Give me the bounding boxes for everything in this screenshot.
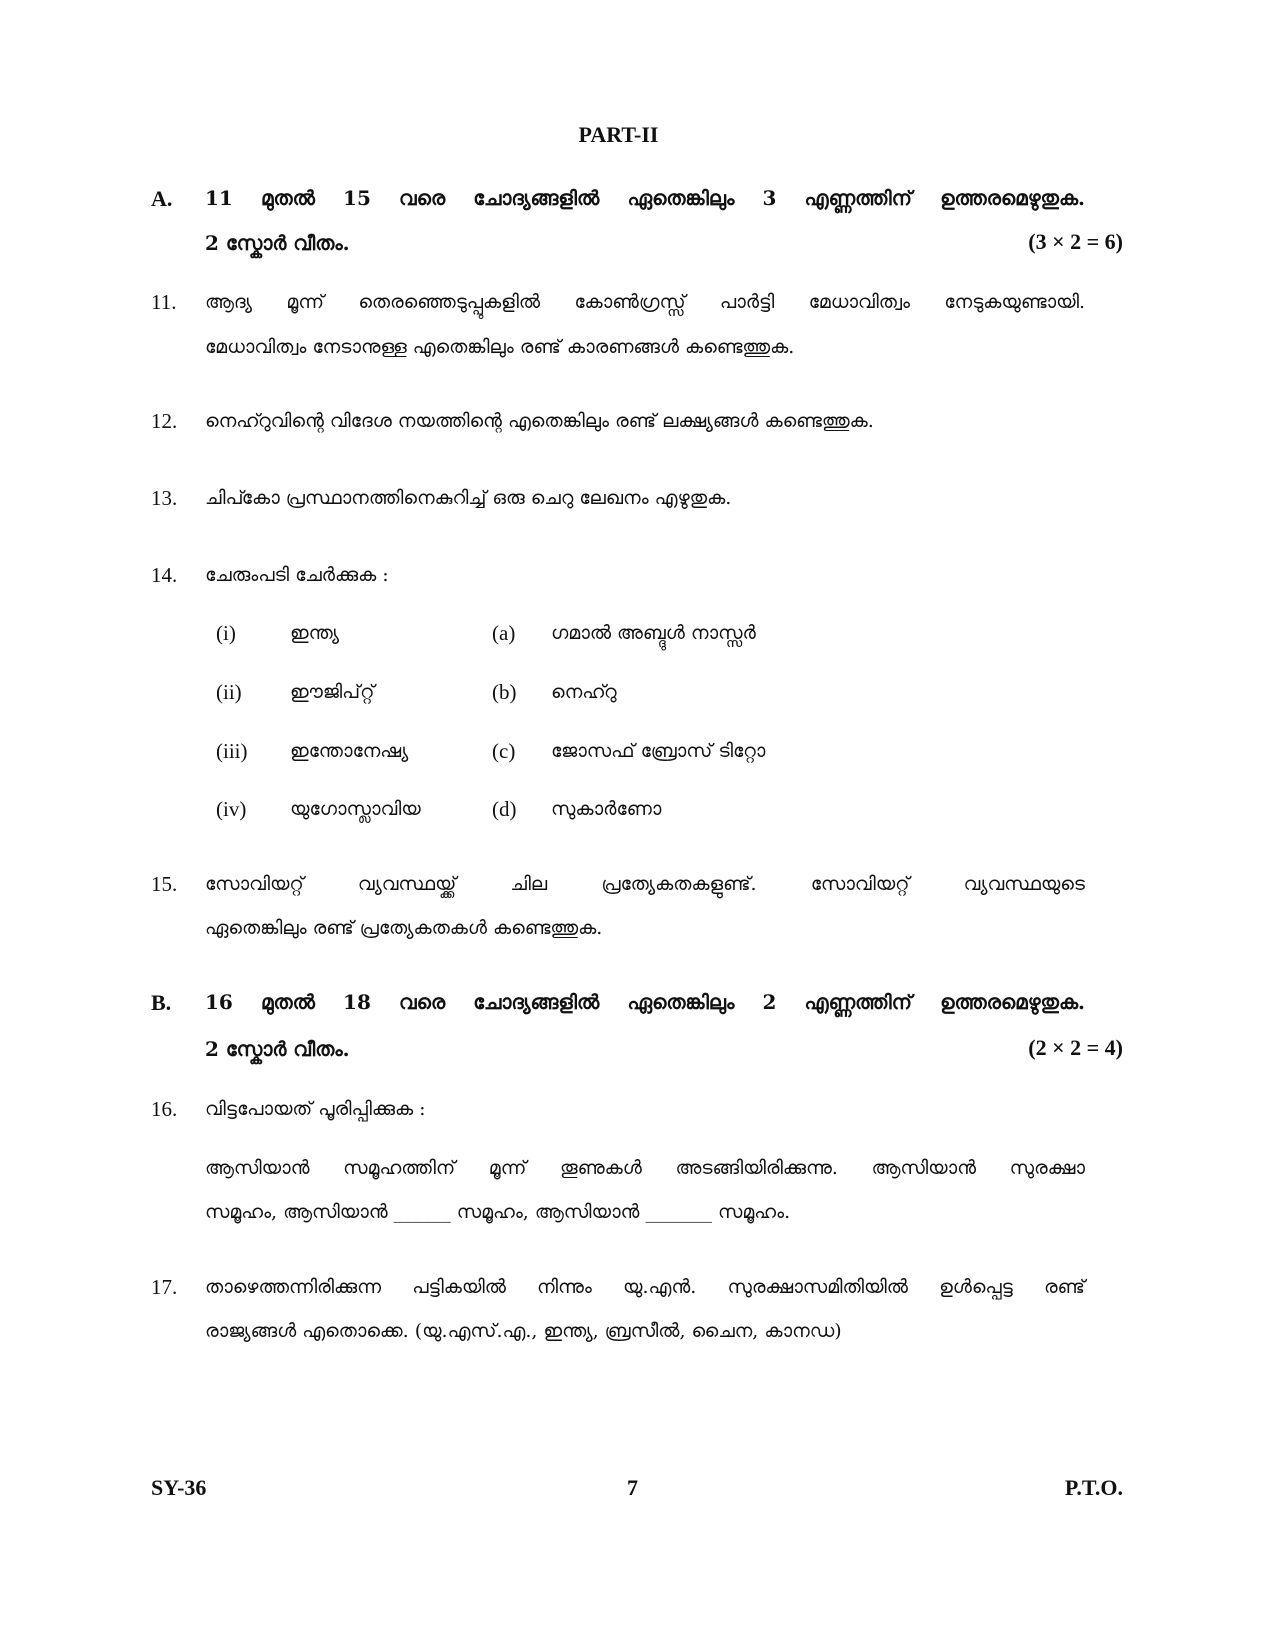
question-number: 14. bbox=[151, 563, 178, 587]
match-right-item: നെഹ്റു bbox=[551, 681, 617, 703]
question-text: ഏതെങ്കിലും രണ്ട് പ്രത്യേകതകൾ കണ്ടെത്തുക. bbox=[205, 917, 603, 939]
match-left-item: ഇന്ത്യ bbox=[290, 622, 340, 644]
section-b-score-each: 2 സ്കോർ വീതം. bbox=[205, 1037, 350, 1061]
question-number: 12. bbox=[151, 409, 178, 433]
page-title: PART-II bbox=[578, 122, 659, 147]
section-b-letter: B. bbox=[151, 990, 172, 1015]
match-right-item: സുകാർണോ bbox=[551, 798, 662, 820]
question-text: രാജ്യങ്ങൾ എതൊക്കെ. (യു.എസ്.എ., ഇന്ത്യ, ബ്രസീൽ, ചൈന, കാനഡ) bbox=[205, 1320, 842, 1342]
section-b-instruction: 16 മുതൽ 18 വരെ ചോദ്യങ്ങളിൽ ഏതെങ്കിലും 2 എണ്ണത്തിന് ഉത്തരമെഴുതുക. bbox=[205, 990, 1085, 1014]
question-text: സോവിയറ്റ് വ്യവസ്ഥയ്ക്ക് ചില പ്രത്യേകതകളുണ്ട്. സോവിയറ്റ് വ്യവസ്ഥയുടെ bbox=[205, 873, 1085, 895]
section-b-marks: (2 × 2 = 4) bbox=[1028, 1035, 1123, 1060]
match-letter: (b) bbox=[492, 680, 517, 704]
question-text: ചിപ്കോ പ്രസ്ഥാനത്തിനെകുറിച്ച് ഒരു ചെറു ലേഖനം എഴുതുക. bbox=[205, 487, 732, 509]
question-text: ആസിയാൻ സമൂഹത്തിന് മൂന്ന് തൂണുകൾ അടങ്ങിയിരിക്കുന്നു. ആസിയാൻ സുരക്ഷാ bbox=[205, 1157, 1085, 1179]
question-text: ആദ്യ മൂന്ന് തെരഞ്ഞെടുപ്പുകളിൽ കോൺഗ്രസ്സ് പാർട്ടി മേധാവിത്വം നേടുകയുണ്ടായി. bbox=[205, 291, 1085, 313]
section-a-instruction: 11 മുതൽ 15 വരെ ചോദ്യങ്ങളിൽ ഏതെങ്കിലും 3 എണ്ണത്തിന് ഉത്തരമെഴുതുക. bbox=[205, 186, 1085, 210]
match-left-item: യുഗോസ്ലാവിയ bbox=[290, 798, 421, 820]
footer-code: SY-36 bbox=[151, 1475, 207, 1500]
question-text: വിട്ടപോയത് പൂരിപ്പിക്കുക : bbox=[205, 1098, 426, 1120]
question-text: ചേരുംപടി ചേർക്കുക : bbox=[205, 564, 389, 586]
section-a-letter: A. bbox=[151, 186, 173, 211]
question-text: താഴെത്തന്നിരിക്കുന്ന പട്ടികയിൽ നിന്നും യു.എൻ. സുരക്ഷാസമിതിയിൽ ഉൾപ്പെട്ട രണ്ട് bbox=[205, 1276, 1085, 1298]
match-roman: (i) bbox=[216, 621, 236, 645]
question-text: നെഹ്റുവിന്റെ വിദേശ നയത്തിന്റെ എതെങ്കിലും രണ്ട് ലക്ഷ്യങ്ങൾ കണ്ടെത്തുക. bbox=[205, 410, 874, 432]
question-number: 15. bbox=[151, 872, 178, 896]
question-text: മേധാവിത്വം നേടാനുള്ള എതെങ്കിലും രണ്ട് കാരണങ്ങൾ കണ്ടെത്തുക. bbox=[205, 336, 795, 358]
question-text: സമൂഹം, ആസിയാൻ ______ സമൂഹം, ആസിയാൻ _______ സമൂഹം. bbox=[205, 1201, 791, 1223]
match-roman: (iii) bbox=[216, 739, 248, 763]
question-number: 16. bbox=[151, 1097, 178, 1121]
match-roman: (iv) bbox=[216, 797, 247, 821]
question-number: 17. bbox=[151, 1275, 178, 1299]
match-letter: (a) bbox=[492, 621, 516, 645]
match-right-item: ഗമാൽ അബ്ദുൾ നാസ്സർ bbox=[551, 622, 756, 644]
match-letter: (d) bbox=[492, 797, 517, 821]
match-letter: (c) bbox=[492, 739, 516, 763]
match-right-item: ജോസഫ് ബ്രോസ് ടിറ്റോ bbox=[551, 740, 766, 762]
page-number: 7 bbox=[627, 1475, 638, 1500]
section-a-marks: (3 × 2 = 6) bbox=[1028, 229, 1123, 254]
section-a-score-each: 2 സ്കോർ വീതം. bbox=[205, 231, 350, 255]
footer-pto: P.T.O. bbox=[1064, 1475, 1123, 1500]
question-number: 13. bbox=[151, 486, 178, 510]
question-number: 11. bbox=[151, 290, 177, 314]
match-roman: (ii) bbox=[216, 680, 242, 704]
match-left-item: ഇന്തോനേഷ്യ bbox=[290, 740, 409, 762]
match-left-item: ഈജിപ്റ്റ് bbox=[290, 681, 375, 703]
